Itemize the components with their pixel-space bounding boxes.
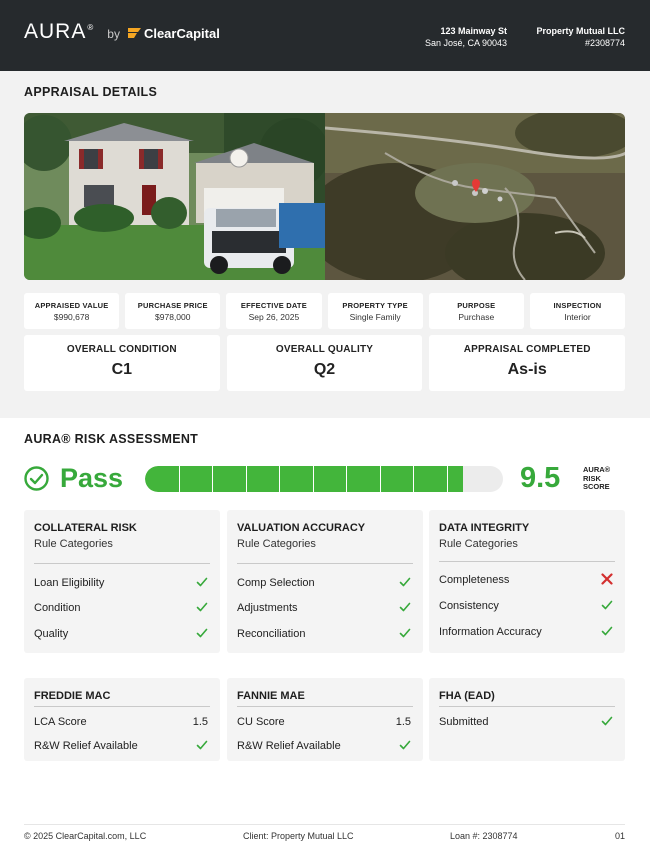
risk-score-bar-segment-divider: [380, 466, 381, 492]
client-info: [536, 25, 625, 49]
fannie-mae-card: [227, 678, 423, 761]
kpi-purchase-price: [125, 293, 220, 329]
agency-row: [439, 714, 613, 730]
risk-score-bar-fill: [145, 466, 463, 492]
agency-row-label: R&W Relief Available: [237, 740, 341, 752]
card-title: FHA (EAD): [439, 690, 495, 702]
card-title: COLLATERAL RISK: [34, 522, 137, 534]
summary-label: APPRAISAL COMPLETED: [463, 344, 591, 355]
rule-label: Information Accuracy: [439, 626, 542, 638]
rule-row: [237, 600, 411, 616]
divider: [439, 561, 615, 562]
pass-check-icon: [196, 601, 208, 616]
pass-check-icon: [399, 739, 411, 754]
property-address: [425, 25, 507, 49]
kpi-label: EFFECTIVE DATE: [240, 301, 307, 310]
risk-result-row: [24, 462, 625, 496]
collateral-risk-card: [24, 510, 220, 653]
divider: [237, 563, 413, 564]
rule-row: [34, 575, 208, 591]
report-header: [0, 0, 650, 71]
agency-row-label: LCA Score: [34, 716, 87, 728]
aerial-map-photo: [325, 113, 626, 280]
agency-row: [237, 738, 411, 754]
kpi-label: PROPERTY TYPE: [342, 301, 408, 310]
kpi-value: Purchase: [458, 312, 495, 322]
rule-row: [439, 624, 613, 640]
clearcapital-logo-text: ClearCapital: [143, 25, 220, 41]
card-subtitle: Rule Categories: [237, 538, 316, 550]
overall-condition: [24, 335, 220, 391]
pass-check-icon: [196, 739, 208, 754]
registered-mark: ®: [87, 23, 94, 32]
risk-score-bar-segment-divider: [447, 466, 448, 492]
kpi-appraised-value: [24, 293, 119, 329]
pass-check-icon: [399, 601, 411, 616]
appraisal-completed: [429, 335, 625, 391]
property-photos: [24, 113, 625, 280]
risk-score-bar-segment-divider: [313, 466, 314, 492]
agency-row: [34, 714, 208, 730]
rule-row: [34, 626, 208, 642]
fail-x-icon: [601, 573, 613, 588]
risk-score-bar-segment-divider: [413, 466, 414, 492]
card-title: VALUATION ACCURACY: [237, 522, 366, 534]
risk-score-bar: [145, 466, 503, 492]
freddie-mac-card: [24, 678, 220, 761]
pass-check-icon: [196, 576, 208, 591]
kpi-value: Sep 26, 2025: [248, 312, 300, 322]
summary-value: Q2: [313, 361, 336, 378]
footer-loan: Loan #: 2308774: [450, 831, 518, 841]
kpi-row: [24, 293, 625, 329]
by-text: by: [107, 27, 120, 41]
agency-row: [34, 738, 208, 754]
rule-row: [439, 572, 613, 588]
risk-assessment-title: AURA® RISK ASSESSMENT: [24, 432, 199, 446]
pass-check-circle-icon: [24, 466, 49, 491]
footer-client: Client: Property Mutual LLC: [243, 831, 354, 841]
aura-logo: AURA: [24, 20, 87, 43]
pass-check-icon: [399, 576, 411, 591]
summary-row: [24, 335, 625, 391]
address-line-1: 123 Mainway St: [440, 26, 507, 36]
rule-label: Adjustments: [237, 602, 298, 614]
kpi-label: APPRAISED VALUE: [34, 301, 109, 310]
summary-value: C1: [111, 361, 133, 378]
risk-score-bar-segment-divider: [179, 466, 180, 492]
risk-score-label-2: RISK: [583, 473, 601, 483]
risk-score-bar-segment-divider: [346, 466, 347, 492]
valuation-accuracy-card: [227, 510, 423, 653]
data-integrity-card: [429, 510, 625, 653]
risk-score-bar-segment-divider: [212, 466, 213, 492]
agency-row-label: R&W Relief Available: [34, 740, 138, 752]
risk-score-label: [583, 466, 610, 492]
footer-copyright: © 2025 ClearCapital.com, LLC: [24, 831, 147, 841]
rule-row: [34, 600, 208, 616]
agency-row: [237, 714, 411, 730]
divider: [34, 563, 210, 564]
rule-row: [439, 598, 613, 614]
summary-label: OVERALL QUALITY: [275, 344, 374, 355]
risk-result: Pass: [60, 463, 124, 493]
card-title: DATA INTEGRITY: [439, 522, 530, 534]
pass-check-icon: [399, 627, 411, 642]
kpi-value: $978,000: [155, 312, 191, 322]
card-title: FANNIE MAE: [237, 690, 305, 702]
client-name: Property Mutual LLC: [536, 26, 625, 36]
kpi-label: PURPOSE: [457, 301, 496, 310]
kpi-label: PURCHASE PRICE: [137, 301, 208, 310]
card-subtitle: Rule Categories: [439, 538, 518, 550]
footer-page-number: 01: [614, 831, 625, 841]
divider: [34, 706, 210, 707]
rule-row: [237, 626, 411, 642]
kpi-purpose: [429, 293, 524, 329]
risk-score-bar-segment-divider: [279, 466, 280, 492]
kpi-value: $990,678: [53, 312, 90, 322]
pass-check-icon: [601, 715, 613, 730]
card-title: FREDDIE MAC: [34, 690, 111, 702]
card-subtitle: Rule Categories: [34, 538, 113, 550]
pass-check-icon: [601, 599, 613, 614]
risk-score: 9.5: [520, 462, 561, 494]
fha-ead-card: [429, 678, 625, 761]
kpi-effective-date: [226, 293, 321, 329]
summary-label: OVERALL CONDITION: [66, 344, 177, 355]
agency-row-value: 1.5: [395, 716, 411, 728]
rule-label: Quality: [34, 628, 69, 640]
summary-value: As-is: [507, 361, 547, 378]
rule-label: Comp Selection: [237, 577, 315, 589]
appraisal-details-title: APPRAISAL DETAILS: [24, 85, 158, 99]
divider: [237, 706, 413, 707]
rule-label: Completeness: [439, 574, 510, 586]
divider: [439, 706, 615, 707]
rule-label: Reconciliation: [237, 628, 306, 640]
rule-label: Loan Eligibility: [34, 577, 105, 589]
client-id: #2308774: [584, 38, 625, 48]
kpi-value: Single Family: [349, 312, 401, 322]
pass-check-icon: [601, 625, 613, 640]
clearcapital-logo: [128, 26, 220, 41]
overall-quality: [227, 335, 423, 391]
rule-label: Condition: [34, 602, 81, 614]
footer-divider: [24, 824, 625, 825]
kpi-value: Interior: [564, 312, 591, 322]
address-line-2: San José, CA 90043: [424, 38, 507, 48]
agency-row-label: CU Score: [237, 716, 285, 728]
risk-score-label-3: SCORE: [583, 482, 610, 491]
kpi-label: INSPECTION: [553, 301, 602, 310]
risk-score-label-1: AURA®: [583, 465, 611, 474]
appraisal-details-section: [0, 71, 650, 418]
agency-row-label: Submitted: [439, 716, 489, 728]
risk-score-bar-segment-divider: [246, 466, 247, 492]
rule-row: [237, 575, 411, 591]
clearcapital-mark-icon: [128, 28, 141, 38]
kpi-inspection: [530, 293, 625, 329]
brand: [24, 20, 220, 44]
house-photo: [24, 113, 325, 280]
rule-label: Consistency: [439, 600, 499, 612]
kpi-property-type: [328, 293, 423, 329]
pass-check-icon: [196, 627, 208, 642]
agency-row-value: 1.5: [192, 716, 208, 728]
